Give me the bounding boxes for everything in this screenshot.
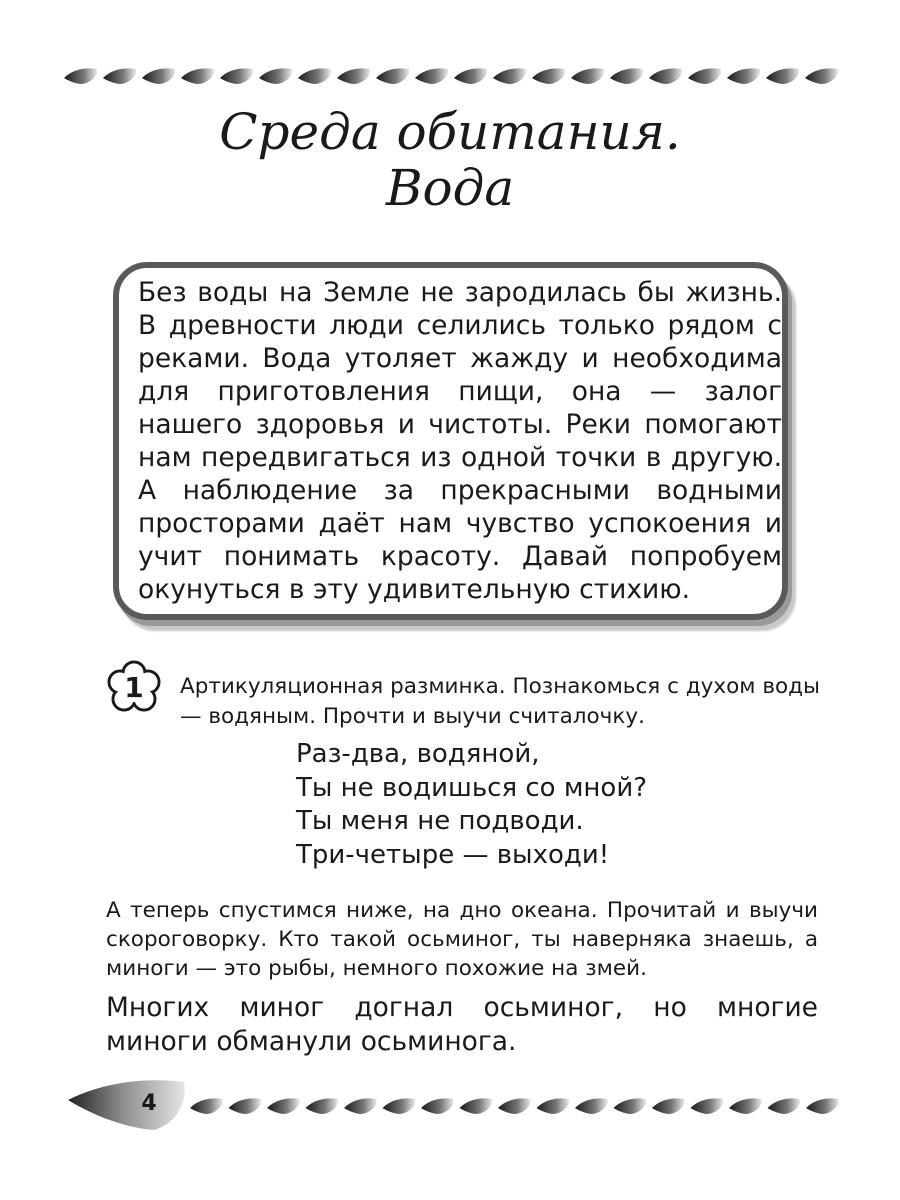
leaf-ornament-icon	[421, 1098, 454, 1114]
bottom-leaf-border	[188, 1094, 843, 1118]
intro-paragraph: Без воды на Земле не зародилась бы жизнь. В древности люди селились только рядом с реками. Вода утоляет жажду и необходима для приготовления пищи, она — залог нашего здоровья и чистоты. Реки помогают нам передвигаться из одной точки в другую. А наблюдение за прекрасными водными просторами даёт нам чувство успокоения и учит понимать красоту. Давай попробуем окунуться в эту удивительную стихию.	[138, 277, 782, 605]
leaf-ornament-icon	[537, 1098, 570, 1114]
leaf-ornament-icon	[383, 1098, 416, 1114]
leaf-ornament-icon	[571, 68, 604, 84]
leaf-ornament-icon	[688, 68, 721, 84]
poem-line: Ты не водишься со мной?	[296, 772, 648, 803]
leaf-ornament-icon	[766, 68, 799, 84]
leaf-ornament-icon	[532, 68, 565, 84]
leaf-ornament-icon	[498, 1098, 531, 1114]
intro-text-block	[138, 276, 782, 606]
page-number: 4	[141, 1091, 157, 1116]
leaf-ornament-icon	[344, 1098, 377, 1114]
title-line-2: Вода	[385, 159, 515, 217]
tongue-twister	[106, 991, 818, 1059]
leaf-ornament-icon	[62, 64, 842, 88]
page-title	[0, 104, 900, 216]
leaf-ornament-icon	[190, 1098, 223, 1114]
leaf-ornament-icon	[415, 68, 448, 84]
leaf-ornament-icon	[460, 1098, 493, 1114]
poem-line: Ты меня не подводи.	[296, 806, 584, 836]
page-tab-leaf-icon	[66, 1072, 186, 1134]
poem-line: Три-четыре — выходи!	[296, 839, 610, 870]
leaf-ornament-icon	[575, 1098, 608, 1114]
leaf-ornament-icon	[493, 68, 526, 84]
leaf-ornament-icon	[267, 1098, 300, 1114]
leaf-ornament-icon	[806, 1098, 839, 1114]
ocean-paragraph-text: А теперь спустимся ниже, на дно океана. Прочитай и выучи скороговорку. Кто такой осьминог, ты наверняка знаешь, а миноги — это рыбы, немного похожие на змей.	[106, 898, 818, 981]
leaf-ornament-icon	[376, 68, 409, 84]
title-line-1: Среда обитания.	[219, 103, 681, 161]
leaf-ornament-icon	[729, 1098, 762, 1114]
leaf-ornament-icon	[454, 68, 487, 84]
leaf-ornament-icon	[768, 1098, 801, 1114]
leaf-ornament-icon	[64, 68, 97, 84]
tongue-twister-text: Многих миног догнал осьминог, но многие миноги обманули осьминога.	[106, 992, 818, 1057]
leaf-ornament-icon	[337, 68, 370, 84]
leaf-ornament-icon	[259, 68, 292, 84]
ocean-paragraph	[106, 896, 818, 983]
task-instruction-text: Артикуляционная разминка. Познакомься с духом воды — водяным. Прочти и выучи считалочку.	[180, 674, 820, 729]
leaf-ornament-icon	[691, 1098, 724, 1114]
leaf-ornament-icon	[181, 68, 214, 84]
leaf-ornament-icon	[229, 1098, 262, 1114]
task-number: 1	[124, 671, 144, 704]
leaf-ornament-icon	[142, 68, 175, 84]
leaf-ornament-icon	[610, 68, 643, 84]
leaf-ornament-icon	[805, 68, 838, 84]
leaf-ornament-icon	[220, 68, 253, 84]
leaf-ornament-icon	[306, 1098, 339, 1114]
leaf-ornament-icon	[652, 1098, 685, 1114]
leaf-ornament-icon	[103, 68, 136, 84]
leaf-ornament-icon	[188, 1094, 843, 1118]
leaf-ornament-icon	[649, 68, 682, 84]
task-instruction	[180, 672, 820, 732]
leaf-ornament-icon	[727, 68, 760, 84]
leaf-ornament-icon	[614, 1098, 647, 1114]
top-leaf-border	[62, 64, 842, 88]
counting-rhyme	[296, 738, 647, 872]
poem-line: Раз-два, водяной,	[296, 739, 540, 769]
leaf-ornament-icon	[298, 68, 331, 84]
